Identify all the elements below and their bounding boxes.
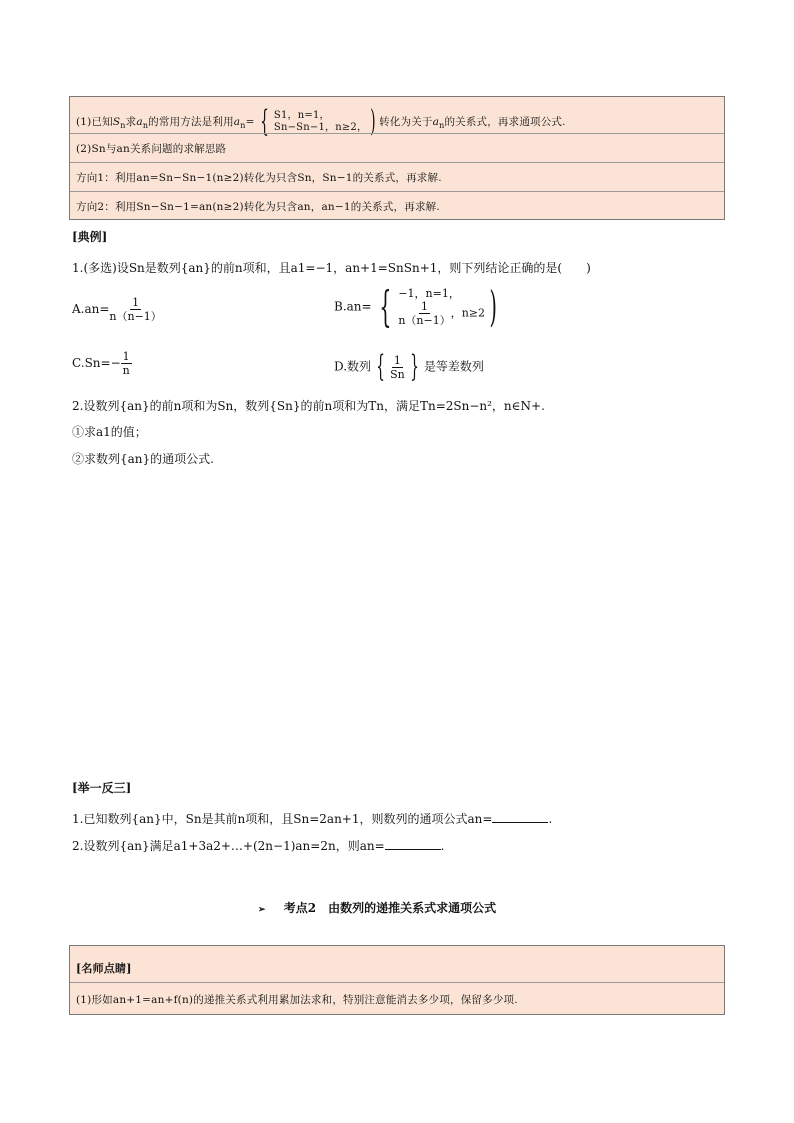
option-b: B.an= { −1，n=1， $\frac{1}{n(n-1)}$ ，n≥2 ) [334,282,497,331]
teacher-tips-box [69,945,725,1015]
practice-question-2: 2.设数列{an}满足a1+3a2+…+(2n−1)an=2n，则an= . [72,839,445,853]
tips2-heading: [名师点睛] [76,962,132,975]
tips-line-2: (2)Sn与an关系问题的求解思路 [76,143,227,155]
case-1: S1，n=1， [273,110,330,121]
example-question-2: 2.设数列{an}的前n项和为Sn，数列{Sn}的前n项和为Tn，满足Tn=2Sn−n²，n∈N+. [72,399,545,413]
tips-line-1: (1)已知$S_n$求$a_n$的常用方法是利用$a_n=$ { S1，n=1， Sn−Sn−1，n≥2， ) 转化为关于$a_n$的关系式，再求通项公式. [76,104,566,139]
tips2-line-1: (1)形如an+1=an+f(n)的递推关系式利用累加法求和，特别注意能消去多少项，保留多少项. [76,994,518,1006]
practice-heading: [举一反三] [72,781,132,795]
answer-blank-2[interactable] [385,839,441,850]
method-tips-box [69,96,725,220]
practice-question-1: 1.已知数列{an}中，Sn是其前n项和，且Sn=2an+1，则数列的通项公式an= . [72,812,553,826]
option-d: D.数列 { $\frac{1}{Sn}$ } 是等差数列 [334,349,484,384]
example-heading: [典例] [72,230,108,244]
example-question-2-part-1: ①求a1的值； [72,425,147,439]
answer-blank-1[interactable] [492,812,548,823]
example-question-2-part-2: ②求数列{an}的通项公式. [72,452,214,466]
tips-line-4: 方向2：利用Sn−Sn−1=an(n≥2)转化为只含an，an−1的关系式，再求解. [76,201,440,213]
option-c: C.Sn=− $\frac{1}{n}$ [72,350,130,377]
option-a: A.an= $\frac{1}{n(n-1)}$ [72,296,162,323]
case-2: Sn−Sn−1，n≥2， [273,122,368,133]
section-heading: ➢ 考点2 由数列的递推关系式求通项公式 [258,901,497,915]
tips-line-3: 方向1：利用an=Sn−Sn−1(n≥2)转化为只含Sn，Sn−1的关系式，再求解. [76,172,442,184]
example-question-1: 1.(多选)设Sn是数列{an}的前n项和，且a1=−1，an+1=SnSn+1，则下列结论正确的是( ) [72,261,591,275]
section-arrow-icon: ➢ [258,905,266,915]
